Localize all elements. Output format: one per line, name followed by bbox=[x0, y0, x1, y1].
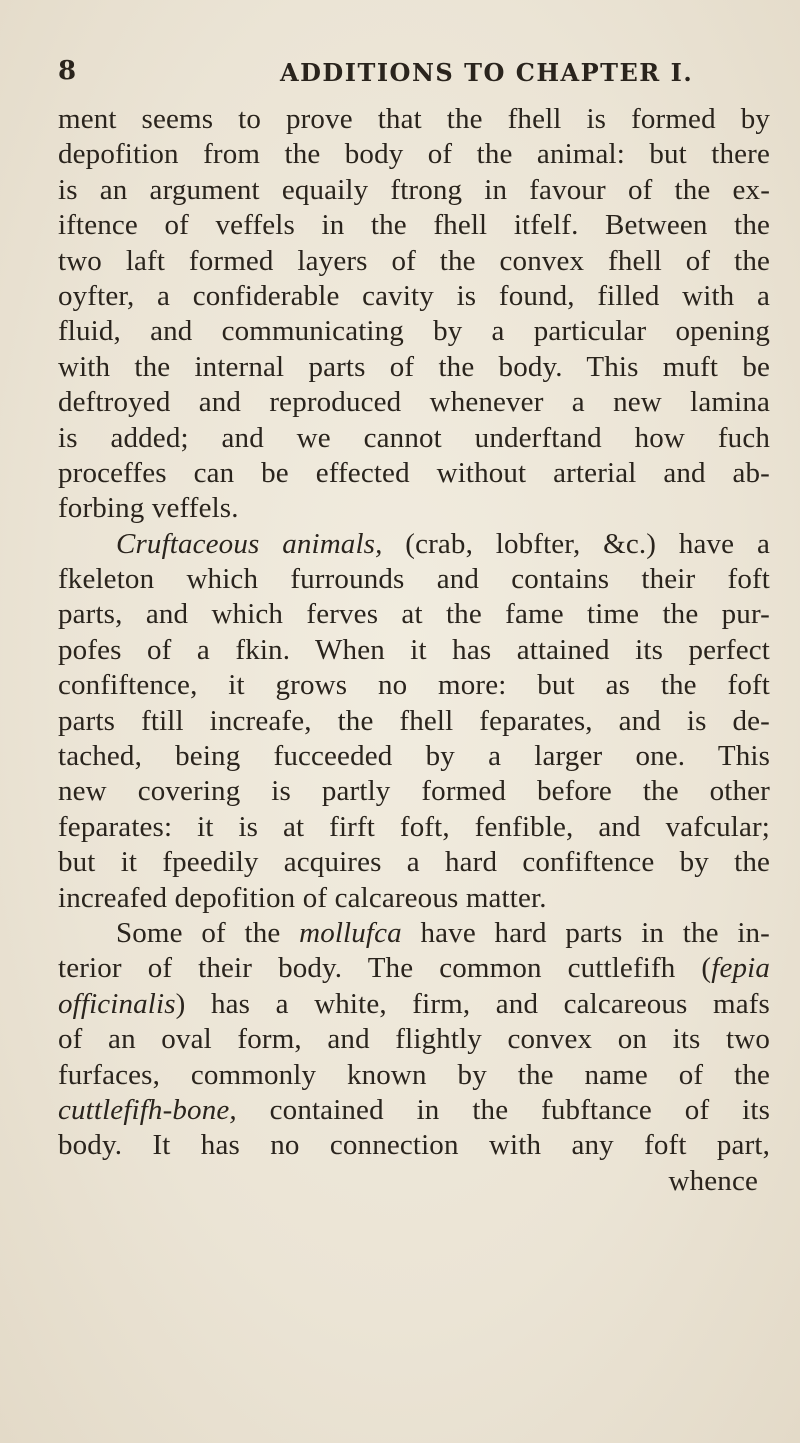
text-segment: but it fpeedily acquires a hard confiftence by the bbox=[58, 846, 770, 879]
text-segment: have hard parts in the in- bbox=[401, 916, 770, 949]
italic-text: mollufca bbox=[299, 916, 402, 949]
text-segment: is an argument equaily ftrong in favour of the ex- bbox=[58, 173, 770, 206]
text-line bbox=[58, 456, 770, 491]
text-segment: feparates: it is at firft foft, fenfible, and vafcular; bbox=[58, 810, 770, 843]
text-segment: terior of their body. The common cuttlefifh ( bbox=[58, 952, 712, 985]
italic-text: fepia bbox=[711, 952, 770, 985]
text-segment: fkeleton which furrounds and contains their foft bbox=[58, 563, 770, 596]
text-segment: iftence of veffels in the fhell itfelf. Between the bbox=[58, 209, 770, 242]
text-line bbox=[58, 173, 770, 208]
text-segment: of an oval form, and flightly convex on its two bbox=[58, 1023, 770, 1056]
text-line bbox=[58, 1058, 770, 1093]
text-segment: forbing veffels. bbox=[58, 492, 239, 525]
text-line bbox=[58, 739, 770, 774]
text-line bbox=[58, 279, 770, 314]
text-segment: furfaces, commonly known by the name of the bbox=[58, 1058, 770, 1091]
text-line bbox=[58, 137, 770, 172]
text-line bbox=[58, 845, 770, 880]
text-line bbox=[58, 1022, 770, 1057]
text-line bbox=[58, 1128, 770, 1163]
text-segment: confiftence, it grows no more: but as the foft bbox=[58, 669, 770, 702]
text-segment: body. It has no connection with any foft part, bbox=[58, 1129, 770, 1162]
text-segment: with the internal parts of the body. This muft be bbox=[58, 350, 770, 383]
text-segment: Some of the bbox=[116, 916, 300, 949]
text-segment: deftroyed and reproduced whenever a new lamina bbox=[58, 386, 770, 419]
text-line bbox=[58, 987, 770, 1022]
text-line bbox=[58, 314, 770, 349]
body-text bbox=[58, 102, 770, 1199]
catchword bbox=[58, 1164, 770, 1199]
text-line bbox=[58, 951, 770, 986]
text-line bbox=[58, 774, 770, 809]
text-segment: (crab, lobfter, &c.) have a bbox=[382, 527, 770, 560]
text-segment: ) has a white, firm, and calcareous mafs bbox=[175, 987, 770, 1020]
text-segment: new covering is partly formed before the other bbox=[58, 775, 770, 808]
text-line bbox=[58, 633, 770, 668]
text-line bbox=[58, 421, 770, 456]
italic-text: officinalis bbox=[58, 987, 176, 1020]
text-line bbox=[58, 1093, 770, 1128]
text-segment: whence bbox=[668, 1164, 758, 1197]
text-line bbox=[58, 562, 770, 597]
text-line bbox=[58, 597, 770, 632]
text-segment: contained in the fubftance of its bbox=[236, 1093, 770, 1126]
text-segment: oyfter, a confiderable cavity is found, filled with a bbox=[58, 279, 770, 312]
text-segment: is added; and we cannot underftand how fuch bbox=[58, 421, 770, 454]
text-line bbox=[58, 881, 770, 916]
text-line bbox=[58, 527, 770, 562]
running-head-title: ADDITIONS TO CHAPTER I. bbox=[280, 58, 694, 87]
text-segment: fluid, and communicating by a particular opening bbox=[58, 315, 770, 348]
text-segment: pofes of a fkin. When it has attained its perfect bbox=[58, 633, 770, 666]
italic-text: cuttlefifh-bone, bbox=[58, 1093, 237, 1126]
text-line bbox=[58, 668, 770, 703]
text-segment: proceffes can be effected without arterial and ab- bbox=[58, 456, 770, 489]
text-line bbox=[58, 810, 770, 845]
running-head bbox=[58, 56, 758, 92]
text-segment: parts, and which ferves at the fame time the pur- bbox=[58, 598, 770, 631]
text-line bbox=[58, 244, 770, 279]
text-segment: increafed depofition of calcareous matter. bbox=[58, 881, 547, 914]
text-segment: two laft formed layers of the convex fhell of the bbox=[58, 244, 770, 277]
text-line bbox=[58, 491, 770, 526]
text-segment: ment seems to prove that the fhell is formed by bbox=[58, 103, 770, 135]
text-line bbox=[58, 916, 770, 951]
text-line bbox=[58, 102, 770, 137]
text-segment: tached, being fucceeded by a larger one. This bbox=[58, 740, 770, 773]
italic-text: Cruftaceous animals, bbox=[116, 527, 383, 560]
text-line bbox=[58, 704, 770, 739]
text-line bbox=[58, 350, 770, 385]
page-number: 8 bbox=[58, 56, 77, 86]
text-line bbox=[58, 385, 770, 420]
text-segment: depofition from the body of the animal: but there bbox=[58, 138, 770, 171]
text-segment: parts ftill increafe, the fhell feparates, and is de- bbox=[58, 704, 770, 737]
text-line bbox=[58, 208, 770, 243]
